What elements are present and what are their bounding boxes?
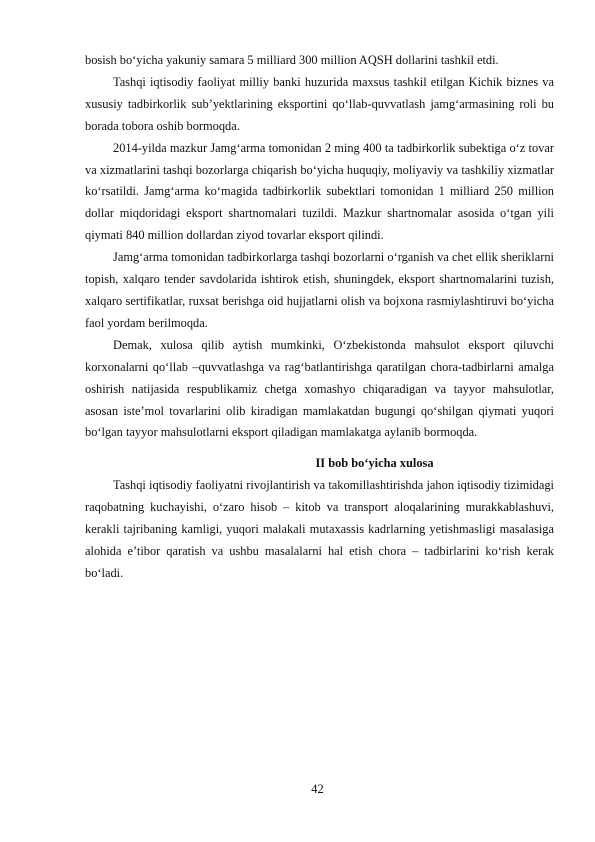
paragraph-continuation: bosish bo‘yicha yakuniy samara 5 milliard 300 million AQSH dollarini tashkil etdi. xyxy=(85,53,499,67)
section-title: II bob bo‘yicha xulosa xyxy=(315,456,434,471)
paragraph-fund-support: Jamg‘arma tomonidan tadbirkorlarga tashqi bozorlarni o‘rganish va chet ellik sheriklarni topish, xalqaro tender savdolarida ishtirok etish, shuningdek, eksport shartnomalarini tuzish, xalqaro sertifikatlar, ruxsat berishga oid hujjatlarni olish va bojxona rasmiylashtiruvi bo‘yicha faol yordam berilmoqda. xyxy=(85,250,554,330)
paragraph-section-summary: Tashqi iqtisodiy faoliyatni rivojlantirish va takomillashtirishda jahon iqtisodiy tizimidagi raqobatning kuchayishi, o‘zaro hisob – kitob va transport aloqalarining murakkablashuvi, kerakli tajribaning kamligi, yuqori malakali mutaxassis kadrlarning yetishmasligi masalasiga alohida e’tibor qaratish va ushbu masalalarni hal etish chora – tadbirlarini ko‘rish kerak bo‘ladi. xyxy=(85,478,554,580)
paragraph-export-fund: Tashqi iqtisodiy faoliyat milliy banki huzurida maxsus tashkil etilgan Kichik biznes va xususiy tadbirkorlik sub’yektlarining eksportini qo‘llab-quvvatlash jamg‘armasining roli bu borada tobora oshib bormoqda. xyxy=(85,74,554,133)
paragraph-2014-results: 2014-yilda mazkur Jamg‘arma tomonidan 2 ming 400 ta tadbirkorlik subektiga o‘z tovar va xizmatlarini tashqi bozorlarga chiqarish bo‘yicha huquqiy, moliyaviy va tashkiliy xizmatlar ko‘rsatildi. Jamg‘arma ko‘magida tadbirkorlik subektlari tomonidan 1 milliard 250 million dollar miqdoridagi eksport shartnomalari tuzildi. Mazkur shartnomalar asosida o‘tgan yili qiymati 840 million dollardan ziyod tovarlar eksport qilindi. xyxy=(85,140,554,243)
page-number: 42 xyxy=(311,782,324,796)
paragraph-conclusion: Demak, xulosa qilib aytish mumkinki, O‘zbekistonda mahsulot eksport qiluvchi korxonalarni qo‘llab –quvvatlashga va rag‘batlantirishga qaratilgan chora-tadbirlarni amalga oshirish natijasida respublikamiz chetga xomashyo chiqaradigan va tayyor mahsulotlar, asosan iste’mol tovarlarini olib kiradigan mamlakatdan bugungi qo‘shilgan qiymati yuqori bo‘lgan tayyor mahsulotlarni eksport qiladigan mamlakatga aylanib bormoqda. xyxy=(85,337,554,440)
body-text xyxy=(85,50,554,585)
